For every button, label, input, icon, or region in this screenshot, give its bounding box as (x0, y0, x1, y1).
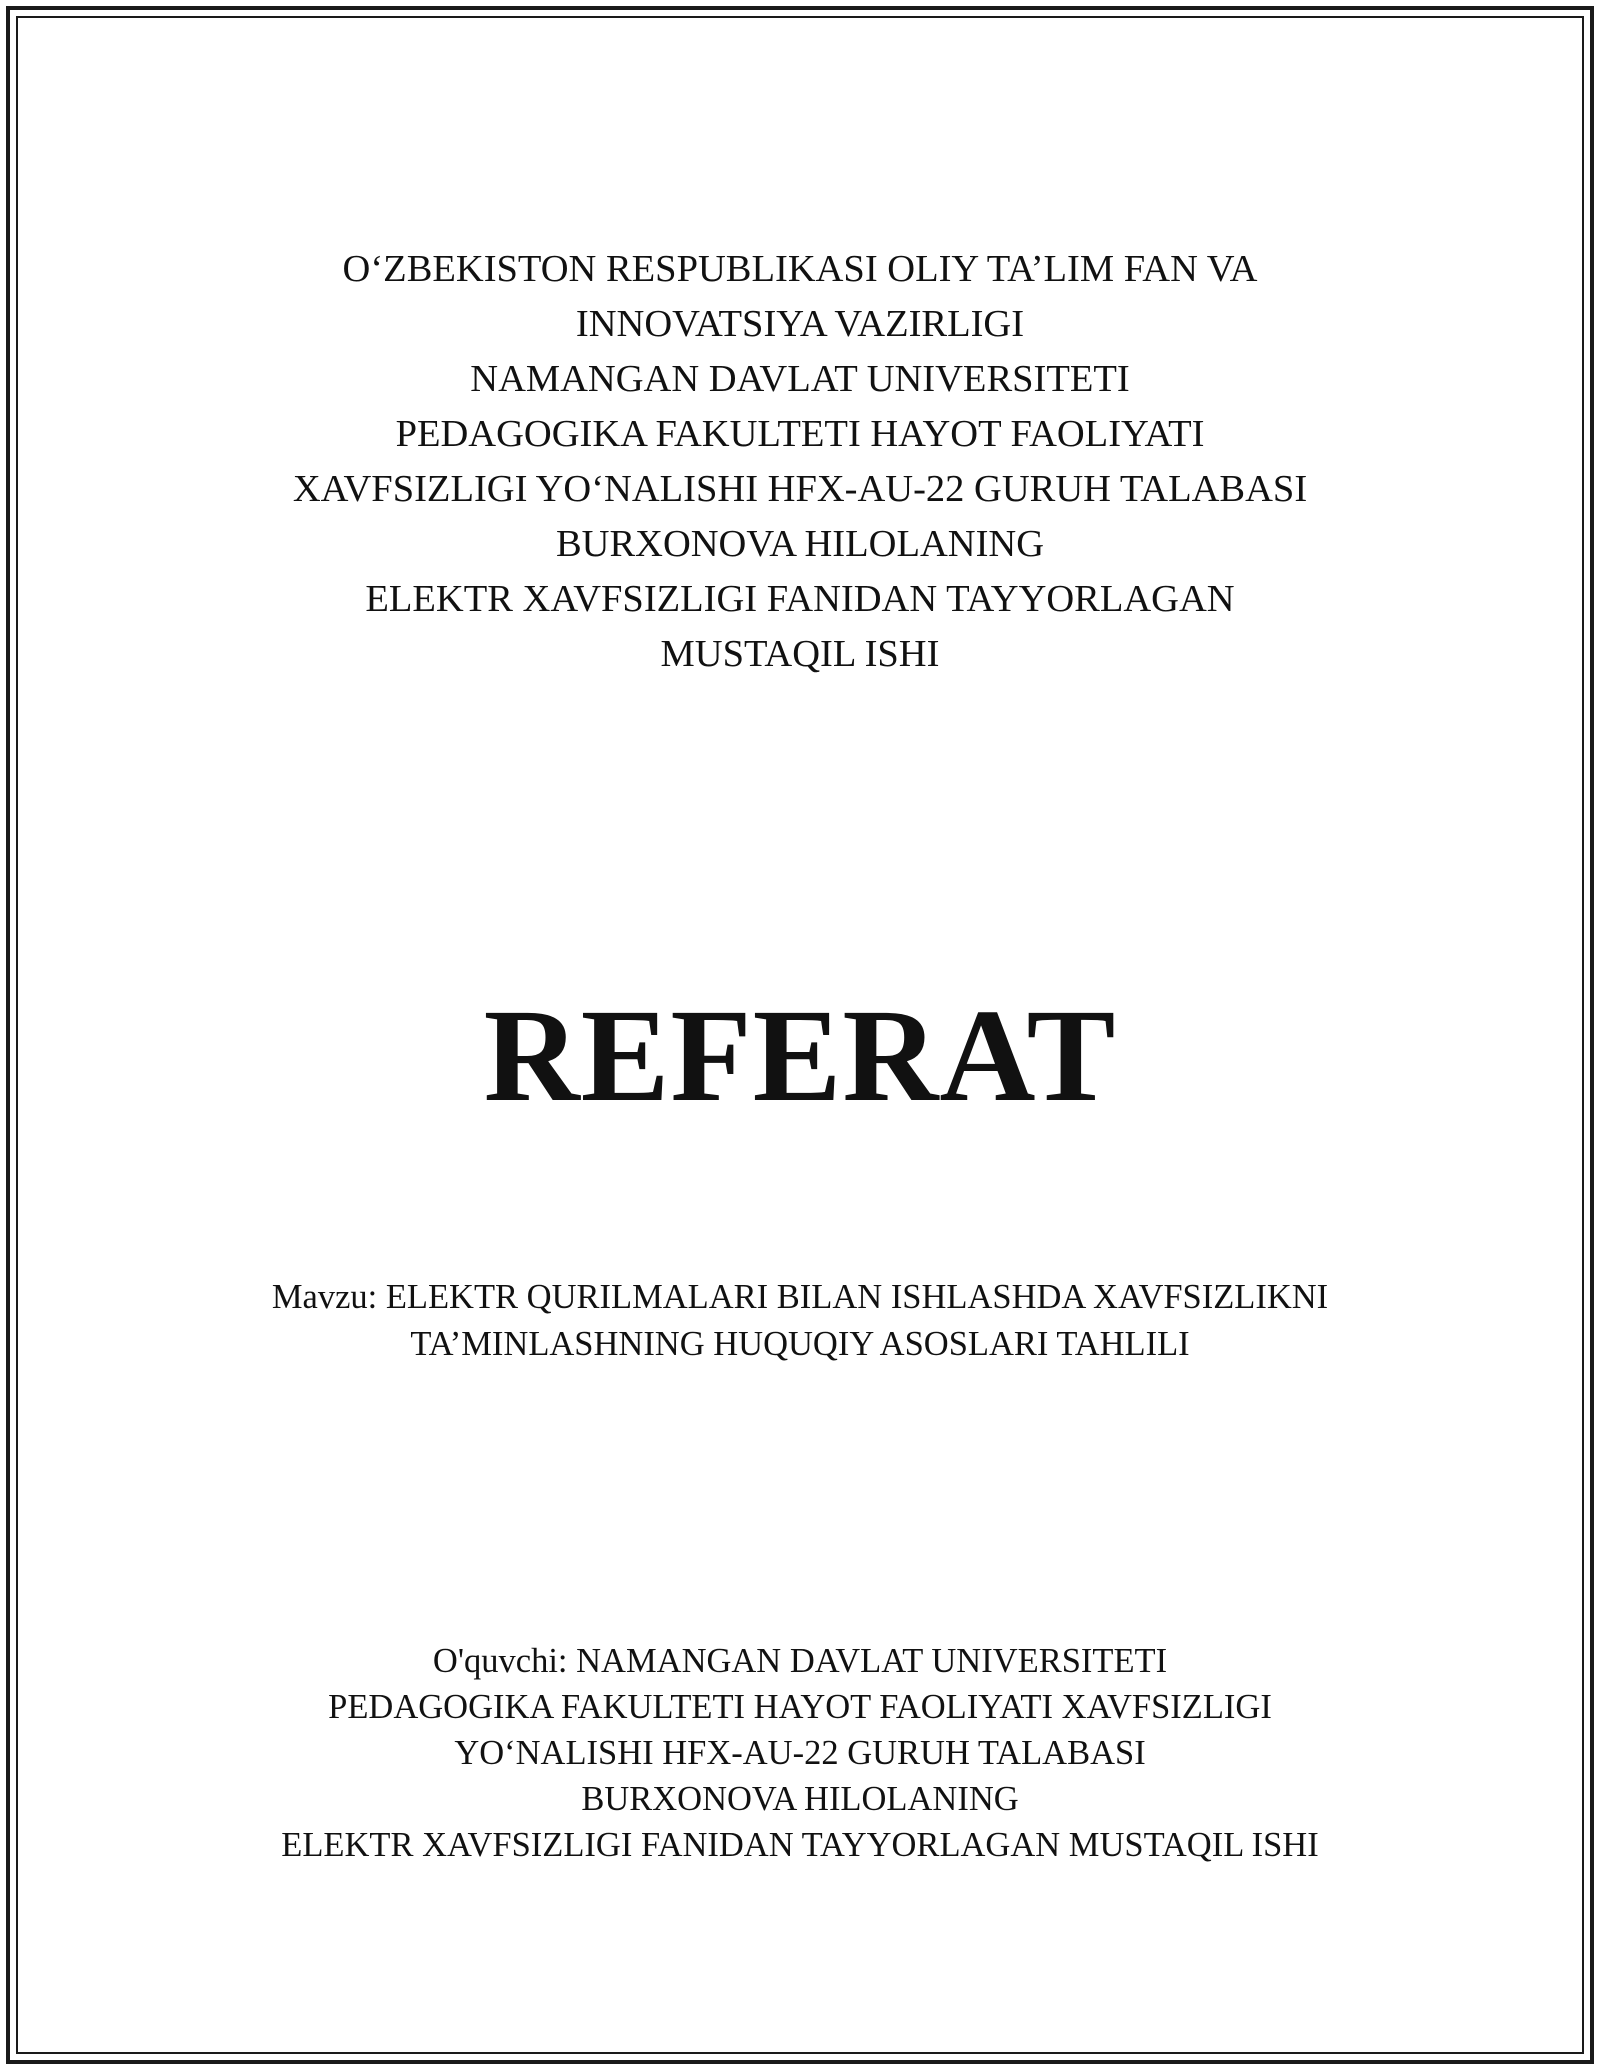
topic-section (0, 1274, 1600, 1368)
topic-line: TA’MINLASHNING HUQUQIY ASOSLARI TAHLILI (410, 1325, 1190, 1363)
student-section (0, 1638, 1600, 1868)
header-line: MUSTAQIL ISHI (660, 633, 940, 675)
student-line: ELEKTR XAVFSIZLIGI FANIDAN TAYYORLAGAN MUSTAQIL ISHI (281, 1826, 1319, 1864)
header-line: NAMANGAN DAVLAT UNIVERSITETI (470, 358, 1130, 400)
header-line: XAVFSIZLIGI YO‘NALISHI HFX-AU-22 GURUH TALABASI (292, 468, 1308, 510)
header-line: PEDAGOGIKA FAKULTETI HAYOT FAOLIYATI (395, 413, 1205, 455)
title-text: REFERAT (483, 981, 1117, 1129)
student-line: BURXONOVA HILOLANING (581, 1780, 1019, 1818)
student-line: PEDAGOGIKA FAKULTETI HAYOT FAOLIYATI XAVFSIZLIGI (328, 1688, 1272, 1726)
header-line: O‘ZBEKISTON RESPUBLIKASI OLIY TA’LIM FAN VA (342, 248, 1258, 290)
header-line: INNOVATSIYA VAZIRLIGI (575, 303, 1025, 345)
header-line: BURXONOVA HILOLANING (555, 523, 1045, 565)
document-title (0, 975, 1600, 1135)
header-line: ELEKTR XAVFSIZLIGI FANIDAN TAYYORLAGAN (365, 578, 1235, 620)
topic-line: Mavzu: ELEKTR QURILMALARI BILAN ISHLASHDA XAVFSIZLIKNI (271, 1278, 1329, 1316)
student-line: O'quvchi: NAMANGAN DAVLAT UNIVERSITETI (432, 1642, 1168, 1680)
student-line: YO‘NALISHI HFX-AU-22 GURUH TALABASI (454, 1734, 1146, 1772)
institution-header (0, 242, 1600, 682)
